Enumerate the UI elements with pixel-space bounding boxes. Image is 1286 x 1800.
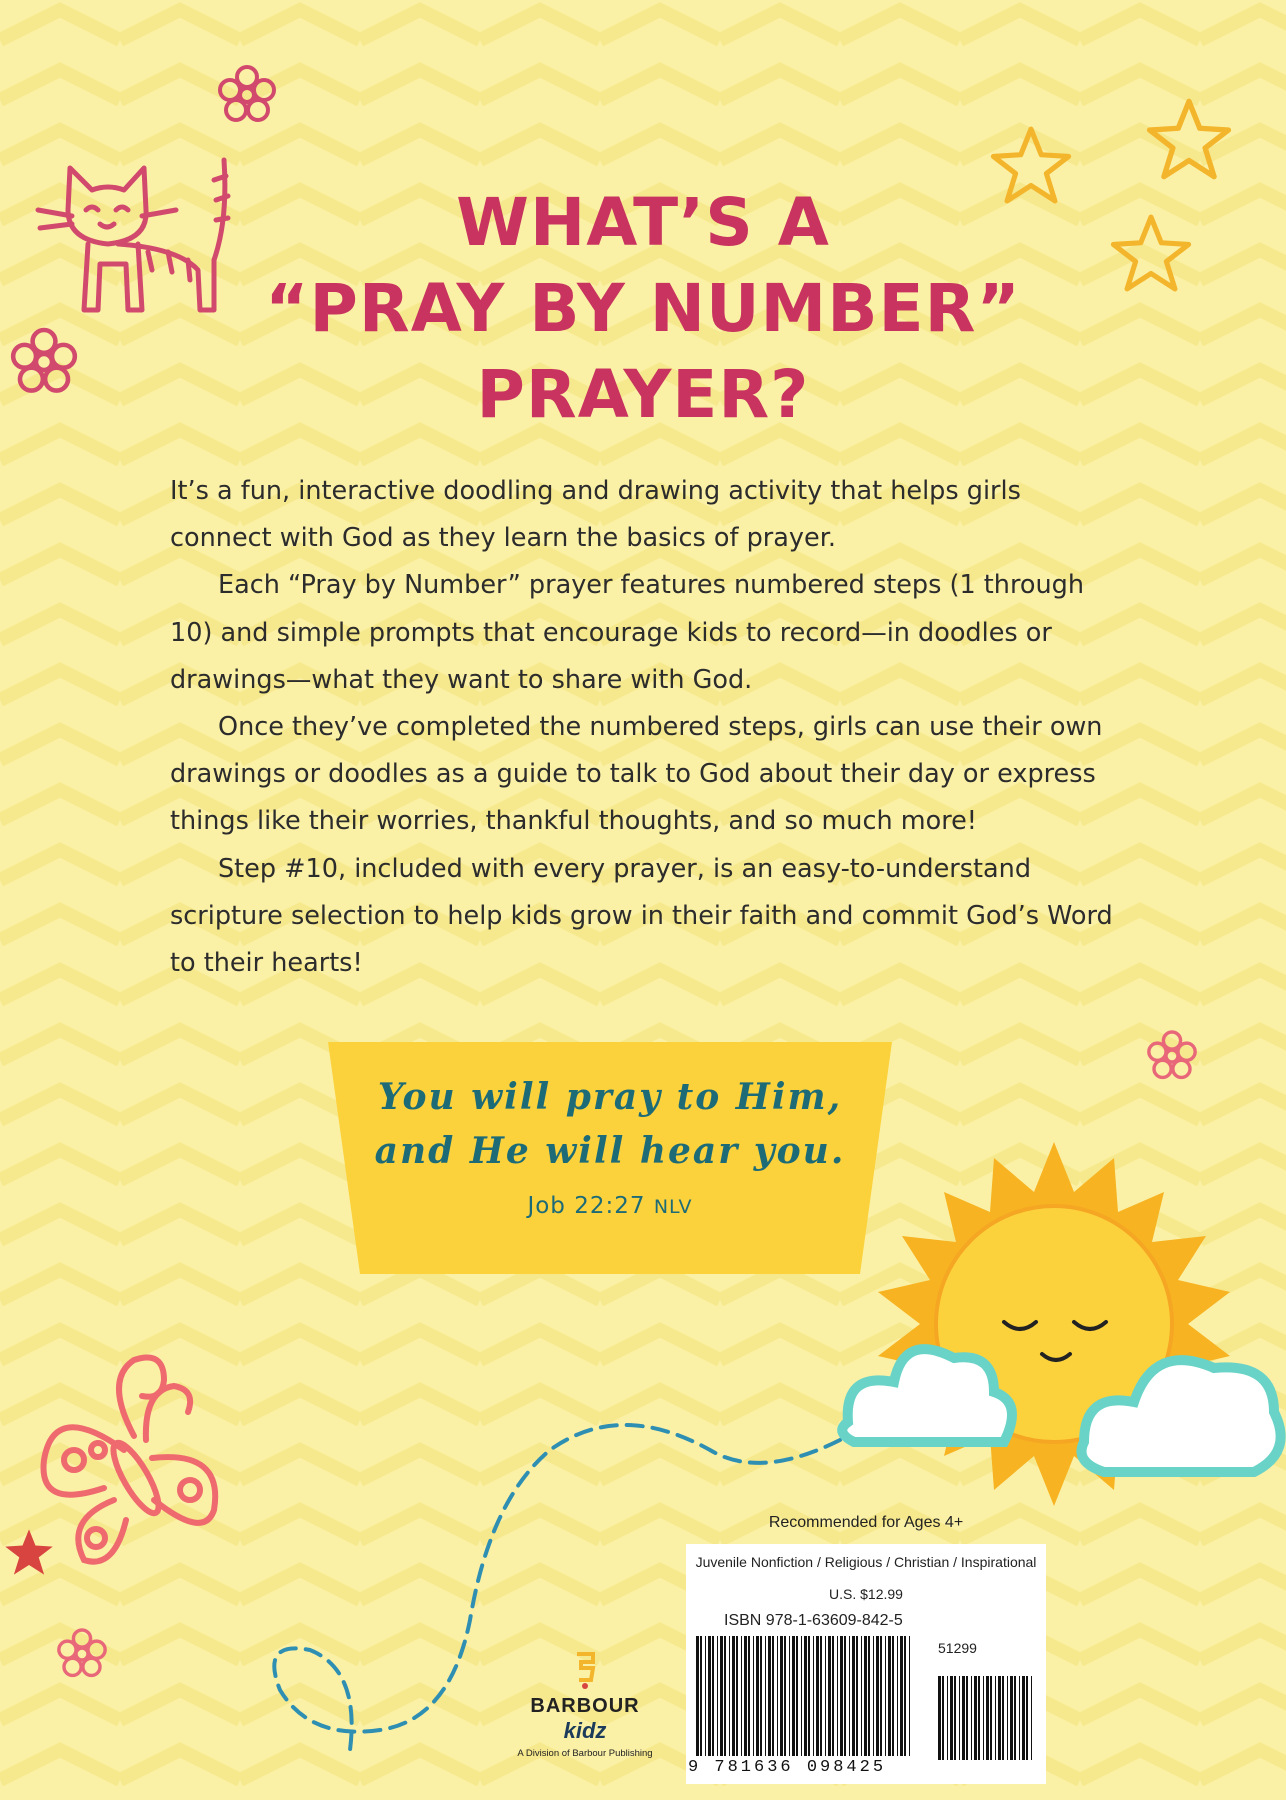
price-code: 51299: [938, 1640, 977, 1656]
sleeping-sun-icon: [834, 1132, 1286, 1512]
page-title: [0, 180, 1286, 438]
publisher-name: BARBOUR: [530, 1695, 640, 1717]
verse-book: Job 22:27: [527, 1193, 646, 1219]
title-line-2: “PRAY BY NUMBER”: [265, 270, 1021, 347]
publisher-imprint: kidz: [563, 1718, 607, 1743]
barcode-panel: [686, 1544, 1046, 1784]
paragraph-2: Each “Pray by Number” prayer features numbered steps (1 through 10) and simple prompts that encourage kids to record—in doodles or drawings—what they want to share with God.: [170, 570, 1084, 695]
price-label: U.S. $12.99: [829, 1586, 903, 1602]
flower-doodle-icon: [212, 60, 282, 130]
verse-version: NLV: [653, 1196, 693, 1218]
paragraph-1: It’s a fun, interactive doodling and drawing activity that helps girls connect with God as they learn the basics of prayer.: [170, 476, 1021, 554]
publisher-mark-icon: [573, 1650, 597, 1690]
verse-reference: [328, 1193, 892, 1219]
paragraph-3: Once they’ve completed the numbered steps, girls can use their own drawings or doodles as a guide to talk to God about their day or express things like their worries, thankful thoughts, and so much more!: [170, 712, 1103, 837]
barcode-digits: 9 781636 098425: [688, 1758, 887, 1777]
description-text: [170, 468, 1120, 987]
verse-quote: [328, 1070, 892, 1178]
star-doodle-icon: [1144, 96, 1234, 182]
flower-doodle-icon: [1142, 1026, 1202, 1086]
isbn-barcode: [694, 1636, 914, 1760]
publisher-logo: [510, 1650, 660, 1759]
title-line-3: PRAYER?: [476, 356, 810, 433]
age-recommendation: Recommended for Ages 4+: [768, 1514, 964, 1531]
category-label: Juvenile Nonfiction / Religious / Christian / Inspirational: [695, 1554, 1037, 1570]
title-line-1: WHAT’S A: [456, 184, 830, 261]
publisher-tagline: A Division of Barbour Publishing: [517, 1748, 653, 1759]
butterfly-doodle-icon: [14, 1340, 234, 1580]
verse-line-1: You will pray to Him,: [377, 1076, 843, 1118]
verse-line-2: and He will hear you.: [374, 1130, 846, 1172]
paragraph-4: Step #10, included with every prayer, is an easy-to-understand scripture selection to help kids grow in their faith and commit God’s Word to their hearts!: [170, 853, 1113, 979]
isbn-label: ISBN 978-1-63609-842-5: [724, 1612, 903, 1629]
price-barcode: [936, 1676, 1036, 1760]
flower-doodle-icon: [52, 1624, 112, 1684]
